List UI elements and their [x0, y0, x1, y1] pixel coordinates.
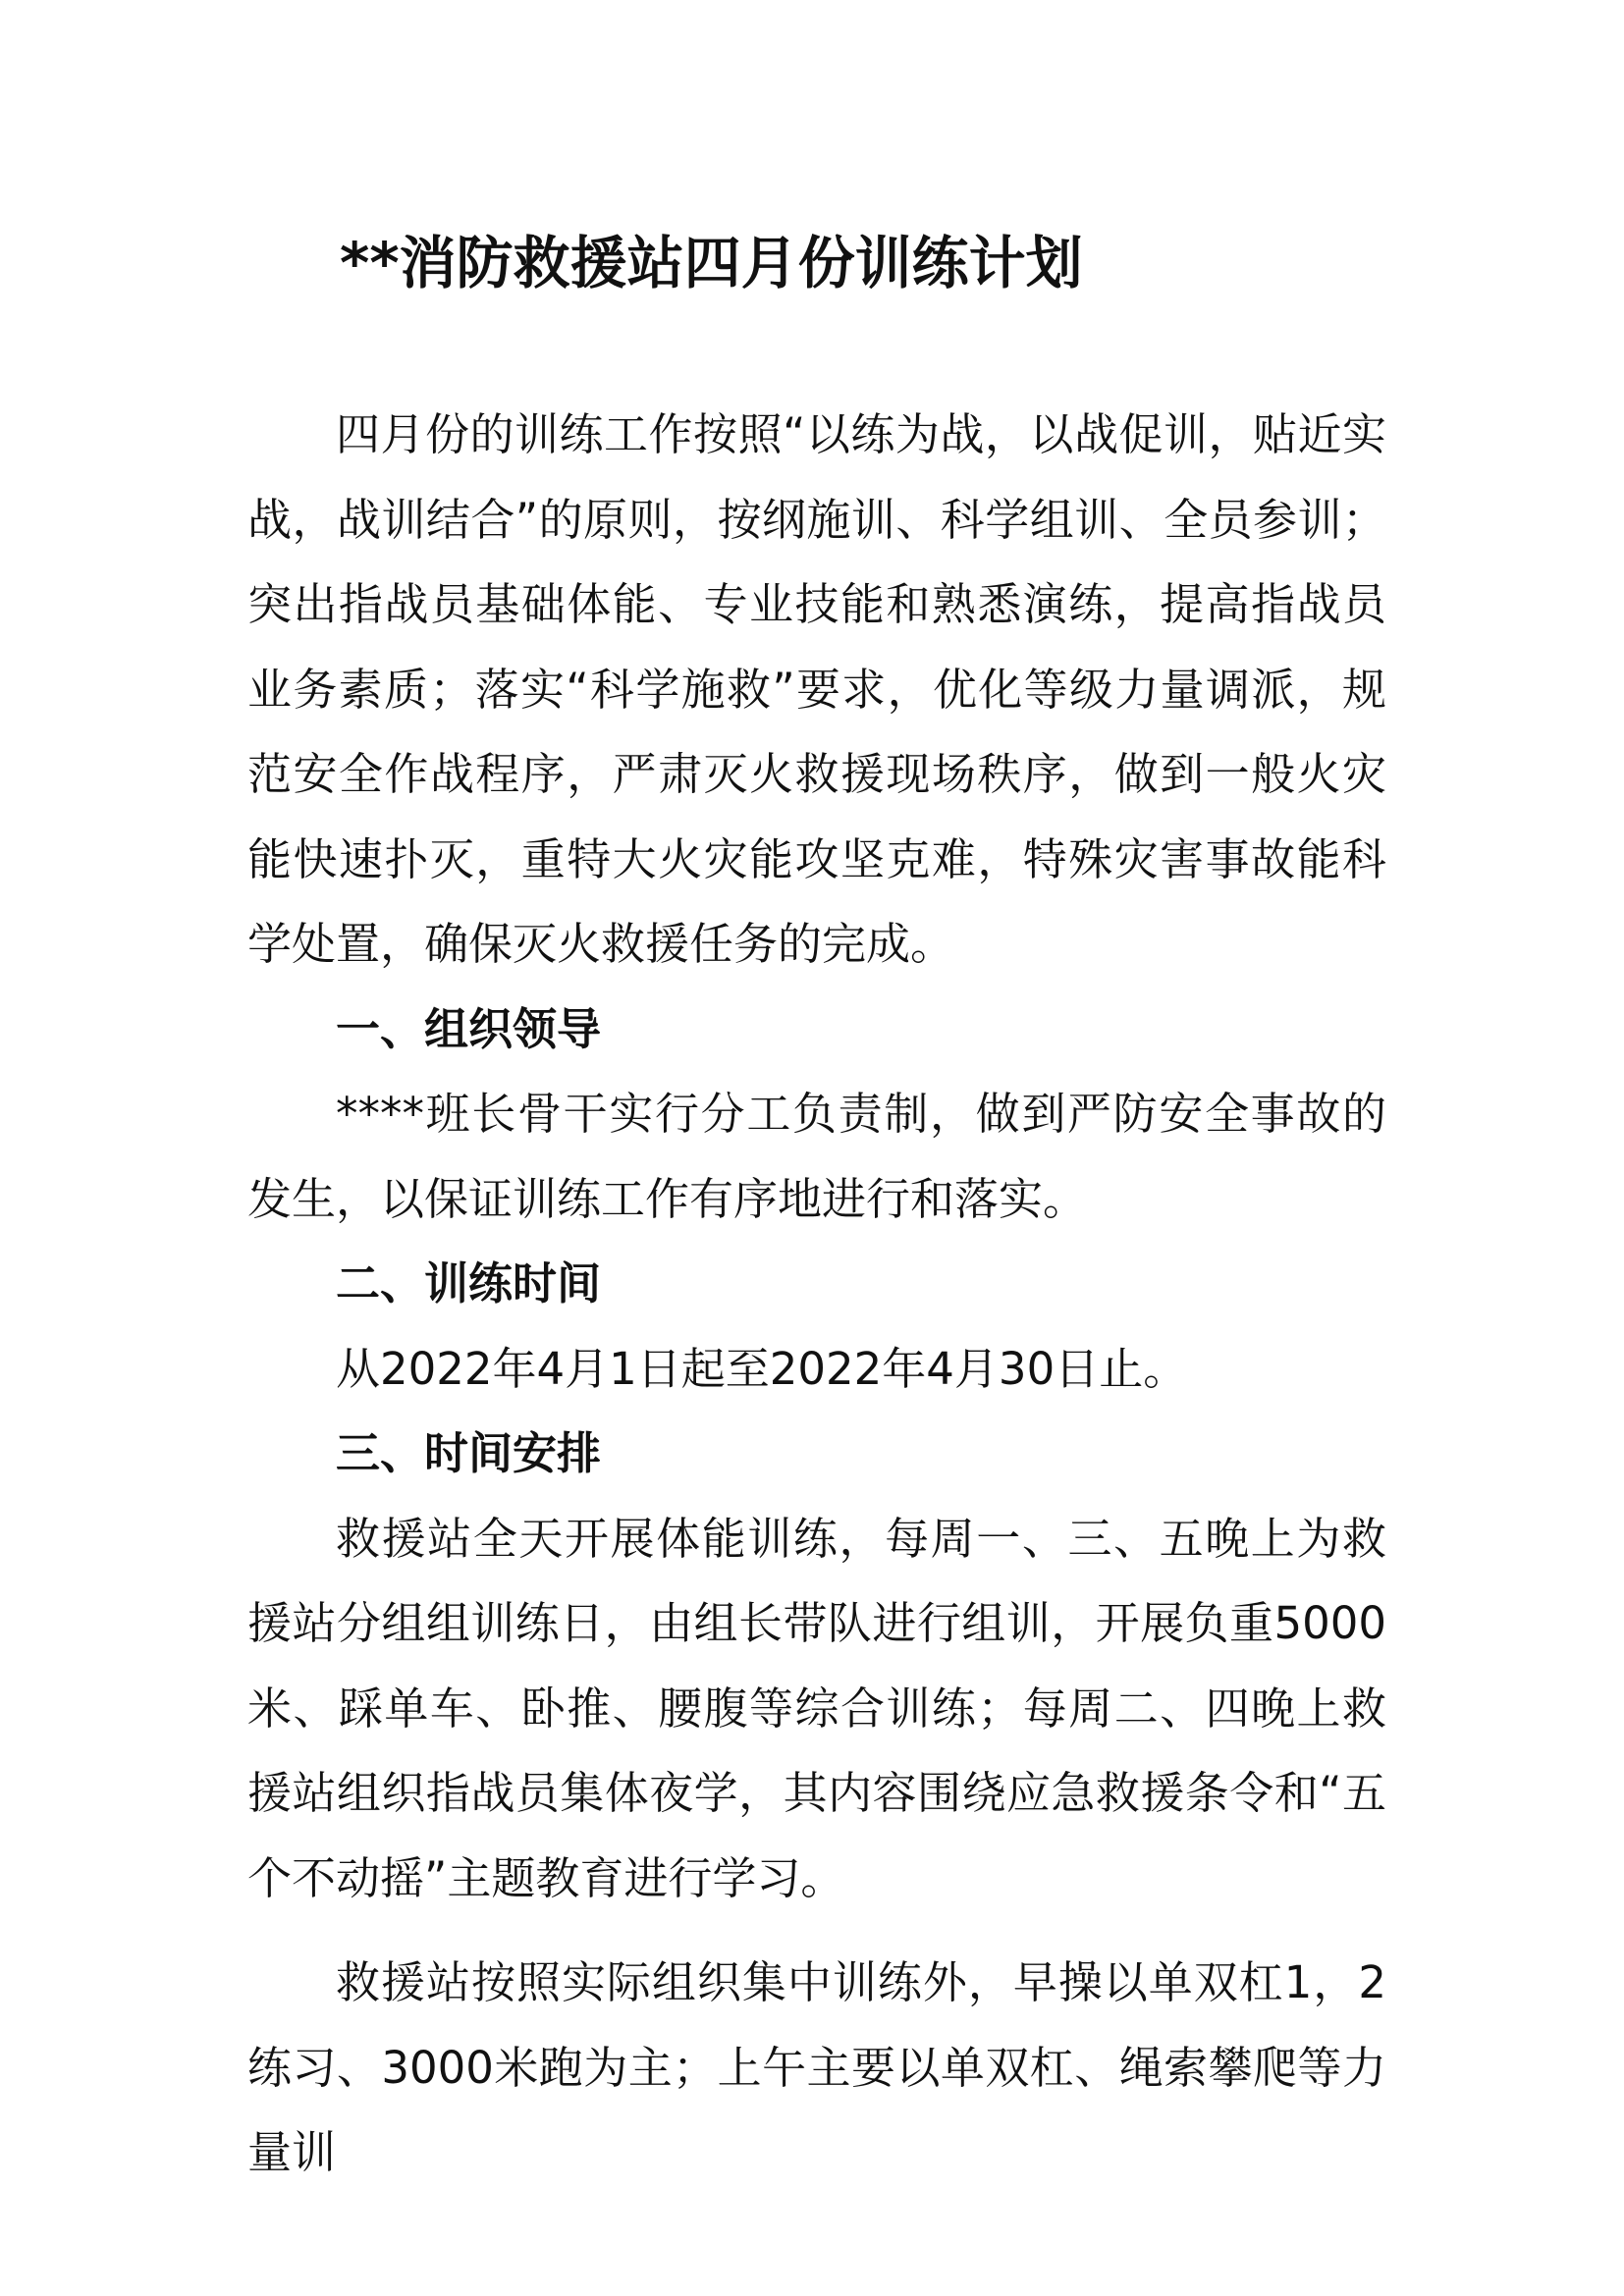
section-heading-training-time: 二、训练时间	[336, 1257, 602, 1309]
section-heading-organization: 一、组织领导	[336, 1002, 602, 1055]
schedule-paragraph-2: 救援站按照实际组织集中训练外，早操以单双杠1，2练习、3000米跑为主；上午主要以单双杠、绳索攀爬等力量训	[247, 1956, 1386, 2178]
training-time-paragraph: 从2022年4月1日起至2022年4月30日止。	[336, 1342, 1188, 1395]
document-title: **消防救援站四月份训练计划	[340, 230, 1083, 296]
section-heading-schedule: 三、时间安排	[336, 1427, 602, 1479]
document-body	[247, 393, 1386, 2196]
organization-paragraph: ****班长骨干实行分工负责制，做到严防安全事故的发生，以保证训练工作有序地进行和落实。	[247, 1088, 1386, 1225]
intro-paragraph: 四月份的训练工作按照“以练为战，以战促训，贴近实战，战训结合”的原则，按纲施训、科学组训、全员参训；突出指战员基础体能、专业技能和熟悉演练，提高指战员业务素质；落实“科学施救”要求，优化等级力量调派，规范安全作战程序，严肃灭火救援现场秩序，做到一般火灾能快速扑灭，重特大火灾能攻坚克难，特殊灾害事故能科学处置，确保灭火救援任务的完成。	[247, 408, 1386, 970]
schedule-paragraph-1: 救援站全天开展体能训练，每周一、三、五晚上为救援站分组组训练日，由组长带队进行组训，开展负重5000米、踩单车、卧推、腰腹等综合训练；每周二、四晚上救援站组织指战员集体夜学，其内容围绕应急救援条令和“五个不动摇”主题教育进行学习。	[247, 1512, 1386, 1904]
